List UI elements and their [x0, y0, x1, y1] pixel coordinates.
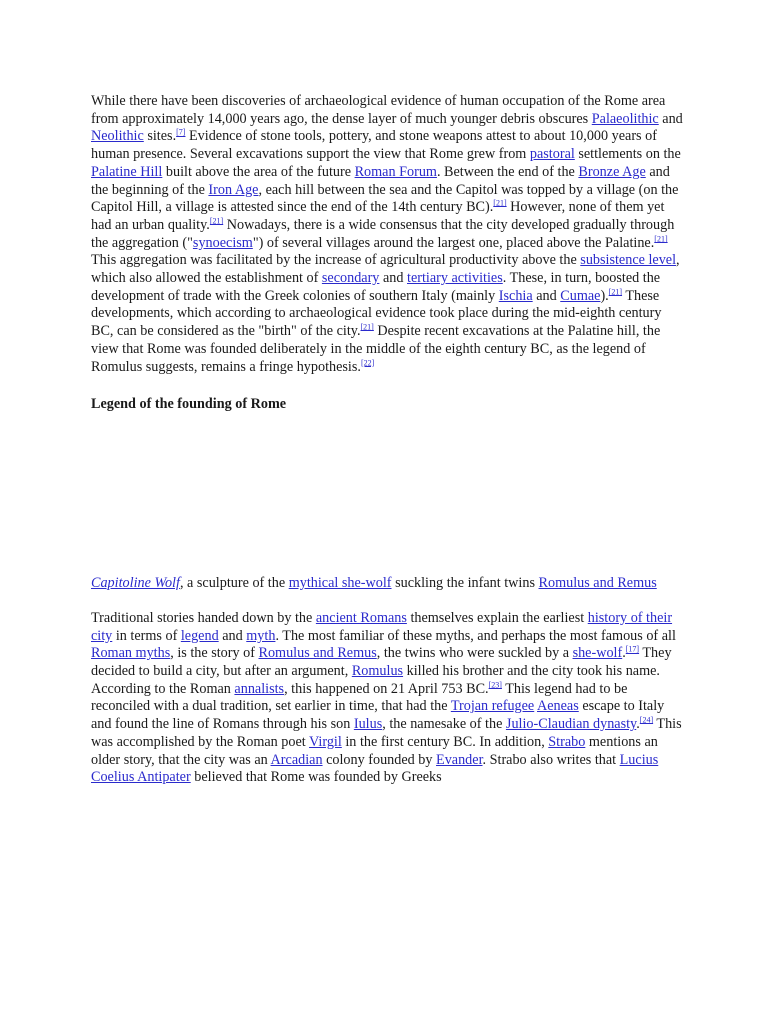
reference-link[interactable]: [21] — [493, 198, 507, 208]
link-tertiary-activities[interactable]: tertiary activities — [407, 270, 503, 287]
reference-link[interactable]: [23] — [488, 680, 502, 690]
link-romulus[interactable]: Romulus — [351, 663, 404, 680]
link-secondary[interactable]: secondary — [321, 270, 380, 287]
text-run: They decided to build a city, but after an argument, — [91, 645, 672, 680]
text-run: and — [379, 270, 407, 287]
section-heading: Legend of the founding of Rome — [91, 396, 287, 413]
text-run: themselves explain the earliest — [406, 609, 588, 626]
text-run: built above the area of the future — [162, 163, 355, 180]
text-run: Despite recent excavations at the Palatine hill, the view that Rome was founded deliberately in the middle of the eighth century BC, as the legend of Romulus suggests, remains a fringe hypothesis. — [91, 323, 661, 375]
link-virgil[interactable]: Virgil — [309, 733, 342, 750]
reference-sup — [640, 715, 653, 724]
link-capitoline-wolf[interactable]: Capitoline Wolf — [91, 575, 180, 592]
reference-sup — [493, 198, 506, 207]
reference-link[interactable]: [21] — [209, 216, 224, 226]
text-run: believed that Rome was founded by Greeks — [190, 769, 442, 786]
link-trojan-refugee[interactable]: Trojan refugee — [450, 698, 535, 715]
text-run: in the first century BC. In addition, — [341, 733, 549, 750]
text-run: . — [622, 645, 626, 662]
text-run: While there have been discoveries of archaeological evidence of human occupation of the Rome area from approximately 14,000 years ago, the dense layer of much younger debris obscures — [91, 93, 666, 127]
text-run: , the twins who were suckled by a — [376, 645, 573, 662]
link-cumae[interactable]: Cumae — [560, 287, 601, 304]
text-run: . Strabo also writes that — [482, 751, 620, 768]
reference-sup — [654, 234, 667, 243]
link-legend[interactable]: legend — [180, 627, 219, 644]
link-pastoral[interactable]: pastoral — [529, 146, 575, 163]
paragraph-legend — [91, 610, 683, 787]
reference-link[interactable]: [7] — [176, 127, 186, 137]
link-iulus[interactable]: Iulus — [353, 716, 383, 733]
reference-link[interactable]: [21] — [654, 233, 668, 243]
text-run: This was accomplished by the Roman poet — [91, 716, 682, 750]
text-run: , this happened on 21 April 753 BC. — [284, 680, 489, 697]
text-run: and — [658, 110, 683, 127]
reference-sup — [489, 680, 502, 689]
link-evander[interactable]: Evander — [436, 751, 483, 768]
text-run: This aggregation was facilitated by the increase of agricultural productivity above the — [91, 252, 581, 269]
text-run: and the beginning of the — [91, 163, 670, 198]
reference-link[interactable]: [24] — [639, 715, 654, 725]
link-iron-age[interactable]: Iron Age — [208, 181, 259, 198]
link-she-wolf[interactable]: she-wolf — [572, 645, 623, 662]
text-run: Evidence of stone tools, pottery, and stone weapons attest to about 10,000 years of human presence. Several excavations support the view that Rome grew from — [91, 128, 657, 163]
text-run: ") of several villages around the largest one, placed above the Palatine. — [252, 234, 655, 251]
link-romulus-and-remus[interactable]: Romulus and Remus — [538, 575, 657, 592]
text-run: , a sculpture of the — [179, 575, 289, 592]
link-palatine-hill[interactable]: Palatine Hill — [91, 163, 163, 180]
text-run: Traditional stories handed down by the — [91, 609, 316, 626]
link-mythical-she-wolf[interactable]: mythical she-wolf — [288, 575, 392, 592]
text-run: . — [636, 716, 640, 733]
link-palaeolithic[interactable]: Palaeolithic — [591, 110, 659, 127]
text-run: . These, in turn, boosted the development of trade with the Greek colonies of southern Italy (mainly — [91, 270, 661, 304]
link-myth[interactable]: myth — [246, 627, 276, 644]
text-run: and — [532, 287, 561, 304]
image-placeholder — [91, 413, 683, 575]
text-run: sites. — [143, 128, 177, 145]
text-run: , the namesake of the — [382, 716, 506, 733]
link-neolithic[interactable]: Neolithic — [91, 128, 144, 145]
link-ancient-romans[interactable]: ancient Romans — [315, 609, 407, 626]
reference-link[interactable]: [17] — [625, 644, 640, 654]
text-run: , which also allowed the establishment of — [91, 252, 680, 287]
reference-link[interactable]: [21] — [608, 287, 623, 296]
text-run: colony founded by — [322, 751, 437, 768]
link-subsistence-level[interactable]: subsistence level — [580, 252, 677, 269]
link-annalists[interactable]: annalists — [234, 680, 285, 697]
link-synoecism[interactable]: synoecism — [192, 234, 253, 251]
reference-sup — [210, 216, 223, 225]
text-run: However, none of them yet had an urban quality. — [91, 199, 665, 233]
text-run: This legend had to be reconciled with a dual tradition, set earlier in time, that had the — [91, 680, 628, 715]
reference-link[interactable]: [21] — [360, 322, 374, 332]
link-roman-myths[interactable]: Roman myths — [91, 645, 171, 662]
text-run: killed his brother and the city took his name. According to the Roman — [91, 663, 660, 697]
reference-sup — [361, 322, 374, 331]
reference-sup — [626, 645, 639, 654]
reference-sup — [609, 287, 622, 296]
text-run: , is the story of — [170, 645, 259, 662]
link-arcadian[interactable]: Arcadian — [270, 751, 323, 768]
text-run: escape to Italy and found the line of Romans through his son — [91, 698, 665, 733]
text-run: ). — [600, 287, 609, 304]
text-run: settlements on the — [574, 146, 681, 163]
text-run: . Between the end of the — [436, 163, 579, 180]
text-run: These developments, which according to archaeological evidence took place during the mid-eighth century BC, can be considered as the "birth" of the city. — [91, 287, 662, 340]
text-run: , each hill between the sea and the Capitol was topped by a village (on the Capitol Hill, a village is attested since the end of the 14th century BC). — [91, 181, 679, 216]
reference-sup — [361, 358, 374, 367]
text-run: mentions an older story, that the city was an — [91, 733, 658, 768]
reference-link[interactable]: [22] — [360, 357, 375, 367]
link-ischia[interactable]: Ischia — [498, 287, 533, 304]
paragraph-early-history — [91, 93, 683, 376]
text-run: suckling the infant twins — [391, 575, 539, 592]
link-history-of-their-city[interactable]: history of their city — [91, 609, 673, 644]
text-run: . The most familiar of these myths, and perhaps the most famous of all — [275, 627, 676, 644]
link-romulus-and-remus[interactable]: Romulus and Remus — [258, 645, 377, 662]
image-caption — [91, 575, 683, 593]
link-aeneas[interactable]: Aeneas — [537, 698, 579, 715]
text-run: Nowadays, there is a wide consensus that the city developed gradually through the aggregation (" — [91, 216, 675, 251]
link-lucius-coelius-antipater[interactable]: Lucius Coelius Antipater — [91, 751, 659, 786]
link-bronze-age[interactable]: Bronze Age — [578, 163, 646, 180]
text-run: and — [218, 627, 247, 644]
document-page — [91, 93, 683, 787]
link-roman-forum[interactable]: Roman Forum — [354, 163, 437, 180]
link-julio-claudian-dynasty[interactable]: Julio-Claudian dynasty — [505, 716, 637, 733]
link-strabo[interactable]: Strabo — [548, 733, 586, 750]
text-run: in terms of — [112, 627, 181, 644]
